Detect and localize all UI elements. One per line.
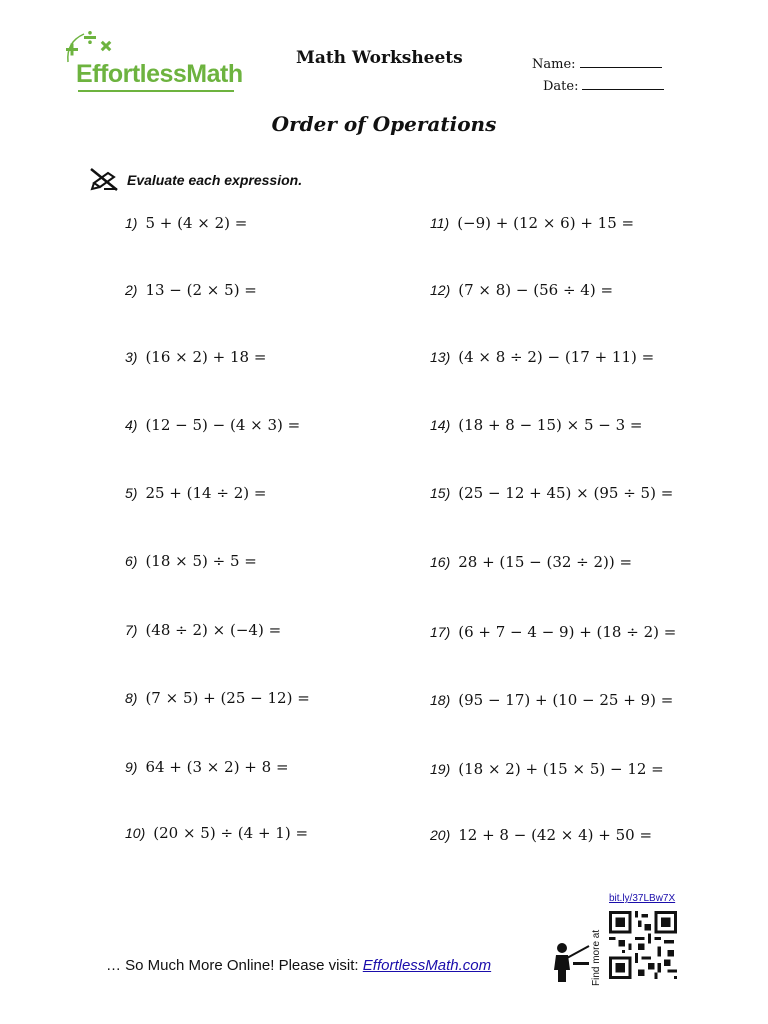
find-more-caption: Find more at — [591, 929, 602, 986]
footer-promo — [106, 957, 491, 974]
problem-item: 7) (48 ÷ 2) × (−4) = — [125, 621, 282, 639]
date-blank-line — [582, 77, 664, 90]
logo-underline — [78, 90, 234, 92]
name-field — [532, 55, 662, 72]
problem-item: 19) (18 × 2) + (15 × 5) − 12 = — [430, 760, 664, 778]
pencil-no-icon — [90, 166, 120, 192]
footer-link[interactable]: EffortlessMath.com — [362, 957, 492, 974]
name-label: Name: — [532, 57, 576, 72]
problem-item: 16) 28 + (15 − (32 ÷ 2)) = — [430, 553, 633, 571]
qr-code-icon[interactable] — [609, 911, 677, 979]
worksheet-header-title: Math Worksheets — [296, 48, 463, 68]
page-title: Order of Operations — [271, 112, 497, 136]
problem-item: 13) (4 × 8 ÷ 2) − (17 + 11) = — [430, 348, 655, 366]
problem-item: 15) (25 − 12 + 45) × (95 ÷ 5) = — [430, 484, 674, 502]
math-symbols-icon — [62, 30, 122, 64]
name-blank-line — [580, 55, 662, 68]
effortlessmath-logo — [62, 30, 242, 96]
date-label: Date: — [543, 79, 579, 94]
instruction-text: Evaluate each expression. — [127, 172, 303, 188]
problem-item: 17) (6 + 7 − 4 − 9) + (18 ÷ 2) = — [430, 623, 677, 641]
problem-item: 3) (16 × 2) + 18 = — [125, 348, 267, 366]
footer-text: … So Much More Online! Please visit: — [106, 957, 363, 974]
problem-item: 2) 13 − (2 × 5) = — [125, 281, 257, 299]
qr-short-link[interactable]: bit.ly/37LBw7X — [609, 893, 676, 904]
problem-item: 6) (18 × 5) ÷ 5 = — [125, 552, 257, 570]
problem-item: 11) (−9) + (12 × 6) + 15 = — [430, 214, 635, 232]
teacher-icon — [553, 942, 591, 982]
logo-text: EffortlessMath — [76, 60, 243, 88]
problem-item: 4) (12 − 5) − (4 × 3) = — [125, 416, 301, 434]
problem-item: 20) 12 + 8 − (42 × 4) + 50 = — [430, 826, 653, 844]
problem-item: 12) (7 × 8) − (56 ÷ 4) = — [430, 281, 614, 299]
problem-item: 18) (95 − 17) + (10 − 25 + 9) = — [430, 691, 674, 709]
problem-item: 9) 64 + (3 × 2) + 8 = — [125, 758, 289, 776]
problem-item: 5) 25 + (14 ÷ 2) = — [125, 484, 267, 502]
problem-item: 1) 5 + (4 × 2) = — [125, 214, 248, 232]
problem-item: 10) (20 × 5) ÷ (4 + 1) = — [125, 824, 309, 842]
date-field — [543, 77, 664, 94]
problem-item: 14) (18 + 8 − 15) × 5 − 3 = — [430, 416, 643, 434]
problem-item: 8) (7 × 5) + (25 − 12) = — [125, 689, 310, 707]
